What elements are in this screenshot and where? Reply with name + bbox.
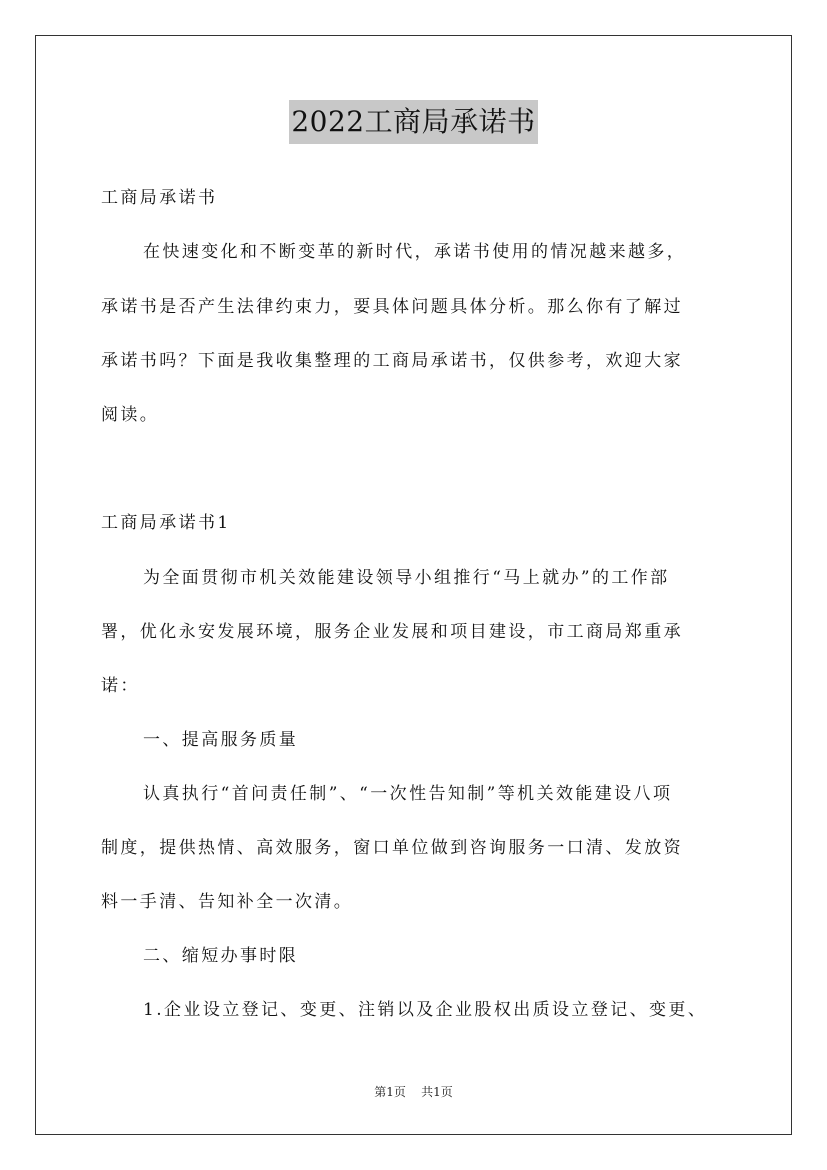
paragraph-line: 诺：	[101, 676, 140, 696]
document-title: 2022工商局承诺书	[289, 100, 537, 144]
section-heading: 工商局承诺书	[101, 188, 218, 208]
page-separator	[410, 1085, 418, 1099]
paragraph-line: 1.企业设立登记、变更、注销以及企业股权出质设立登记、变更、	[143, 1000, 708, 1020]
page-number: 第1页	[374, 1085, 406, 1099]
paragraph-line: 承诺书吗？下面是我收集整理的工商局承诺书，仅供参考，欢迎大家	[101, 351, 683, 371]
paragraph-line: 料一手清、告知补全一次清。	[101, 892, 354, 912]
paragraph-line: 署，优化永安发展环境，服务企业发展和项目建设，市工商局郑重承	[101, 622, 683, 642]
subheading: 二、缩短办事时限	[143, 946, 299, 966]
section-heading: 工商局承诺书1	[101, 513, 231, 533]
paragraph-line: 在快速变化和不断变革的新时代，承诺书使用的情况越来越多，	[143, 242, 687, 262]
page-footer	[0, 1083, 827, 1100]
paragraph-line: 阅读。	[101, 405, 160, 425]
paragraph-line: 承诺书是否产生法律约束力，要具体问题具体分析。那么你有了解过	[101, 297, 683, 317]
total-pages: 共1页	[421, 1085, 453, 1099]
title-wrapper	[0, 100, 827, 144]
subheading: 一、提高服务质量	[143, 730, 299, 750]
paragraph-line: 认真执行“首问责任制”、“一次性告知制”等机关效能建设八项	[143, 784, 673, 804]
paragraph-line: 制度，提供热情、高效服务，窗口单位做到咨询服务一口清、发放资	[101, 838, 683, 858]
paragraph-line: 为全面贯彻市机关效能建设领导小组推行“马上就办”的工作部	[143, 568, 670, 588]
